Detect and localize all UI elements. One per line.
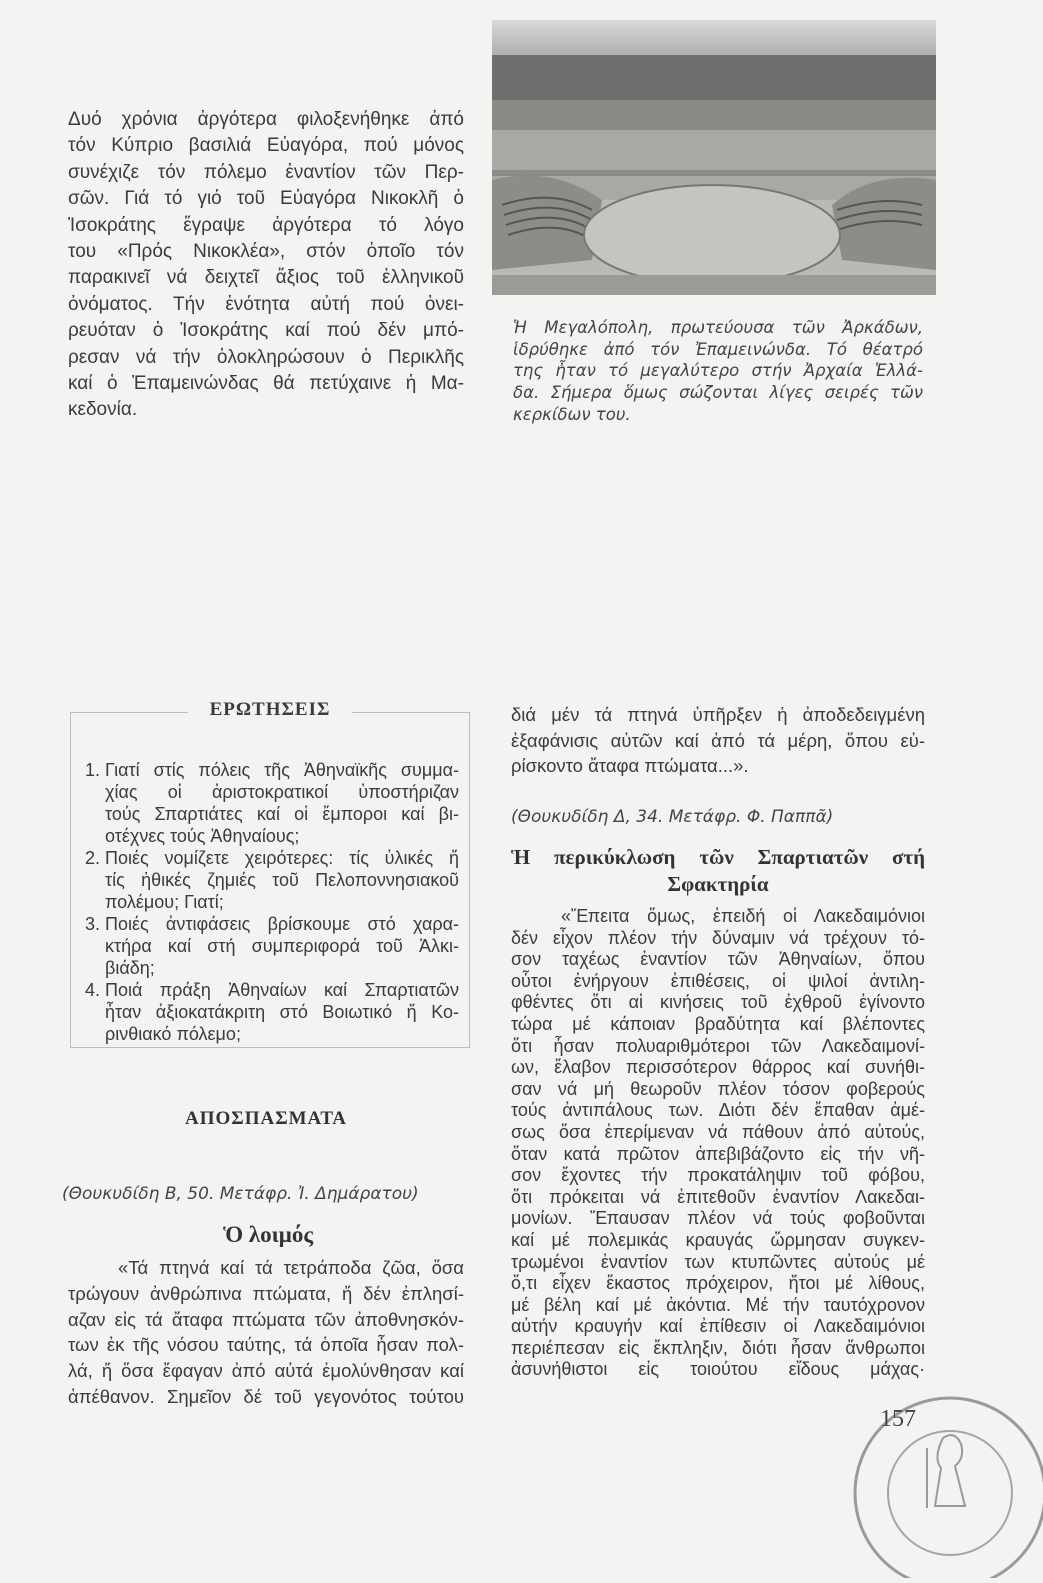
text-line: της ἦταν τό μεγαλύτερο στήν Ἀρχαία Ἑλλά-	[513, 361, 923, 381]
text-line: ρευόταν ὁ Ἰσοκράτης καί πού δέν μπό-	[68, 320, 464, 342]
text-line: συνέχιζε τόν πόλεμο ἐναντίον τῶν Περ-	[68, 161, 464, 183]
text-line: κτήρα καί στή συμπεριφορά τοῦ Ἀλκι-	[105, 936, 459, 956]
text-line: «Ἔπειτα ὅμως, ἐπειδή οἱ Λακεδαιμόνιοι	[561, 906, 925, 926]
text-line: μονίων. Ἔπαυσαν πλέον νά τούς φοβοῦνται	[511, 1208, 925, 1229]
text-line: χίας οἱ ἀριστοκρατικοί ὑποστήριζαν	[105, 782, 459, 802]
text-line: σῶν. Γιά τό γιό τοῦ Εὐαγόρα Νικοκλῆ ὁ	[68, 188, 464, 210]
text-line: τούς ἀντιπάλους των. Διότι δέν ἔπαθαν ἀμέ-	[511, 1100, 925, 1121]
text-line: «Τά πτηνά καί τά τετράποδα ζῶα, ὅσα	[118, 1257, 464, 1278]
text-line: Ἰσοκράτης ἔγραψε ἀργότερα τό λόγο	[68, 214, 464, 236]
text-line: σαν νά μή θεωροῦν πλέον τόσον φοβερούς	[511, 1078, 925, 1099]
text-line: παρακινεῖ νά δειχτεῖ ἄξιος τοῦ ἑλληνικοῦ	[68, 267, 464, 289]
excerpt2-text	[511, 906, 925, 1381]
text-line: μέ βέλη καί μέ ἀκόντια. Μέ τήν ταυτόχρονον	[511, 1294, 925, 1315]
question-number: 4.	[85, 980, 101, 1000]
photo-caption	[513, 317, 923, 426]
text-line: Ποιά πράξη Ἀθηναίων καί Σπαρτιατῶν	[105, 980, 459, 1000]
text-line: διά μέν τά πτηνά ὑπῆρξεν ἡ ἀποδεδειγμένη	[511, 704, 925, 725]
text-line: του «Πρός Νικοκλέα», στόν ὁποῖο τόν	[68, 241, 464, 263]
library-stamp-seal	[835, 1378, 1043, 1578]
excerpt1-citation: (Θουκυδίδη Β, 50. Μετάφρ. Ἰ. Δημάρατου)	[62, 1184, 419, 1204]
text-line: Ἡ περικύκλωση τῶν Σπαρτιατῶν στή	[511, 845, 925, 869]
text-line: αζαν εἰς τά ἄταφα πτώματα τῶν ἀποθνησκόν-	[68, 1308, 464, 1330]
text-line: καί ὁ Ἐπαμεινώνδας θά πετύχαινε ἡ Μα-	[68, 373, 464, 395]
text-line: ὅ,τι εἶχεν ἕκαστος πρόχειρον, ἤτοι μέ λίθους,	[511, 1273, 925, 1294]
text-line: Σφακτηρία	[667, 872, 769, 896]
text-line: φθέντες ὅτι αἱ κινήσεις τοῦ ἐχθροῦ ἐγίνοντο	[511, 992, 925, 1013]
text-line: ρεσαν νά τήν ὁλοκληρώσουν ὁ Περικλῆς	[68, 346, 464, 368]
excerpt1-text	[68, 1255, 464, 1410]
text-line: ἀσυνήθιστοι εἰς τοιούτου εἴδους μάχας·	[511, 1359, 925, 1380]
questions-box	[70, 699, 470, 1048]
text-line: οτέχνες τούς Ἀθηναίους;	[105, 826, 300, 846]
text-line: ρινθιακό πόλεμο;	[105, 1024, 241, 1044]
text-line: πολέμου; Γιατί;	[105, 892, 224, 912]
question-number: 2.	[85, 848, 101, 868]
text-line: ὅτι πρόκειται νά ἐπιτεθοῦν ἐναντίον Λακεδαι-	[511, 1186, 925, 1207]
questions-title: ΕΡΩΤΗΣΕΙΣ	[188, 699, 353, 720]
question-text	[105, 847, 459, 913]
text-line: τώρα μέ κάποιαν βραδύτητα καί βλέποντες	[511, 1013, 925, 1034]
intro-paragraph	[68, 107, 464, 424]
text-line: δα. Σήμερα ὅμως σώζονται λίγες σειρές τῶν	[513, 383, 923, 403]
text-line: ὀνόματος. Τήν ἑνότητα αὐτή πού ὀνει-	[68, 293, 464, 315]
question-item	[85, 759, 459, 847]
text-line: σον ἔχοντες τήν προκατάληψιν τοῦ φόβου,	[511, 1165, 925, 1186]
question-item	[85, 913, 459, 979]
text-line: σως ὅσα ἐπερίμεναν νά πάθουν ἀπό αὐτούς,	[511, 1121, 925, 1142]
text-line: δέν εἶχον πλέον τήν δύναμιν νά τρέχουν τό-	[511, 927, 925, 948]
question-item	[85, 979, 459, 1045]
text-line: ἦταν ἀξιοκατάκριτη στό Βοιωτικό ἤ Κο-	[105, 1002, 459, 1022]
page-number: 157	[880, 1406, 916, 1432]
text-line: Ἡ Μεγαλόπολη, πρωτεύουσα τῶν Ἀρκάδων,	[513, 318, 923, 337]
text-line: ὅτι ἦσαν πολυαριθμότεροι τῶν Λακεδαιμονί-	[511, 1035, 925, 1056]
text-line: ἀπέθανον. Σημεῖον δέ τοῦ γεγονότος τούτου	[68, 1385, 464, 1407]
text-line: βιάδη;	[105, 958, 155, 978]
question-text	[105, 979, 459, 1045]
text-line: τούς Σπαρτιάτες καί οἱ ἔμποροι καί βι-	[105, 804, 459, 824]
text-line: καί μέ πολεμικάς κραυγάς ὥρμησαν συγκεν-	[511, 1229, 925, 1250]
text-line: ὅταν κατά πρῶτον ἀπεβιβάζοντο εἰς τήν νῆ-	[511, 1143, 925, 1164]
text-line: τίς ἠθικές ζημιές τοῦ Πελοποννησιακοῦ	[105, 870, 459, 890]
text-line: Δυό χρόνια ἀργότερα φιλοξενήθηκε ἀπό	[68, 109, 464, 130]
text-line: ἐξαφάνισις αὐτῶν καί ἀπό τά μέρη, ὅπου εὑ-	[511, 729, 925, 751]
text-line: σον ταχέως ἐναντίον τῶν Ἀθηναίων, ὅπου	[511, 949, 925, 970]
megalopolis-theatre-photo	[492, 20, 936, 295]
questions-title-wrap	[71, 699, 469, 721]
text-line: αὐτήν κραυγήν καί ἐπίθεσιν οἱ Λακεδαιμόνιοι	[511, 1316, 925, 1337]
text-line: ρίσκοντο ἄταφα πτώματα...».	[511, 755, 749, 776]
text-line: Ποιές ἀντιφάσεις βρίσκουμε στό χαρα-	[105, 914, 459, 934]
text-line: λά, ἤ ὅσα ἔφαγαν ἀπό αὐτά ἐμολύνθησαν καί	[68, 1360, 464, 1382]
text-line: τρωμένοι ἐναντίον των κτυπῶντες αὐτούς μέ	[511, 1251, 925, 1272]
text-line: οὗτοι ἐνήργουν ἐπιθέσεις, οἱ ψιλοί ἀντιλη-	[511, 970, 925, 991]
text-line: περιέπεσαν εἰς ἔκπληξιν, διότι ἦσαν ἄνθρωποι	[511, 1337, 925, 1358]
text-line: κεδονία.	[68, 399, 138, 421]
theatre-photo-image	[492, 20, 936, 295]
text-line: των ἐκ τῆς νόσου ταύτης, τά ὁποῖα ἦσαν πολ-	[68, 1334, 464, 1356]
text-line: Ποιές νομίζετε χειρότερες: τίς ὑλικές ἤ	[105, 848, 459, 868]
excerpts-heading: ΑΠΟΣΠΑΣΜΑΤΑ	[185, 1108, 347, 1129]
stamp-seal-icon	[835, 1378, 1043, 1578]
question-item	[85, 847, 459, 913]
question-text	[105, 759, 459, 847]
text-line: κερκίδων του.	[513, 404, 631, 424]
text-line: ἱδρύθηκε ἀπό τόν Ἐπαμεινώνδα. Τό θέατρό	[513, 339, 923, 359]
text-line: ων, ἔλαβον περισσότερον θάρρος καί συνήθι-	[511, 1057, 925, 1078]
excerpt2-citation: (Θουκυδίδη Δ, 34. Μετάφρ. Φ. Παππᾶ)	[511, 807, 834, 827]
question-number: 1.	[85, 760, 101, 780]
text-line: τόν Κύπριο βασιλιά Εὐαγόρα, πού μόνος	[68, 135, 464, 157]
question-number: 3.	[85, 914, 101, 934]
questions-list	[85, 759, 459, 1045]
excerpt1-text-continued	[511, 702, 925, 779]
question-text	[105, 913, 459, 979]
text-line: Γιατί στίς πόλεις τῆς Ἀθηναϊκῆς συμμα-	[105, 760, 459, 780]
excerpt2-title	[511, 844, 925, 898]
text-line: τρώγουν ἀνθρώπινα πτώματα, ἤ δέν ἐπλησί-	[68, 1282, 464, 1304]
excerpt1-title: Ὁ λοιμός	[222, 1222, 314, 1247]
